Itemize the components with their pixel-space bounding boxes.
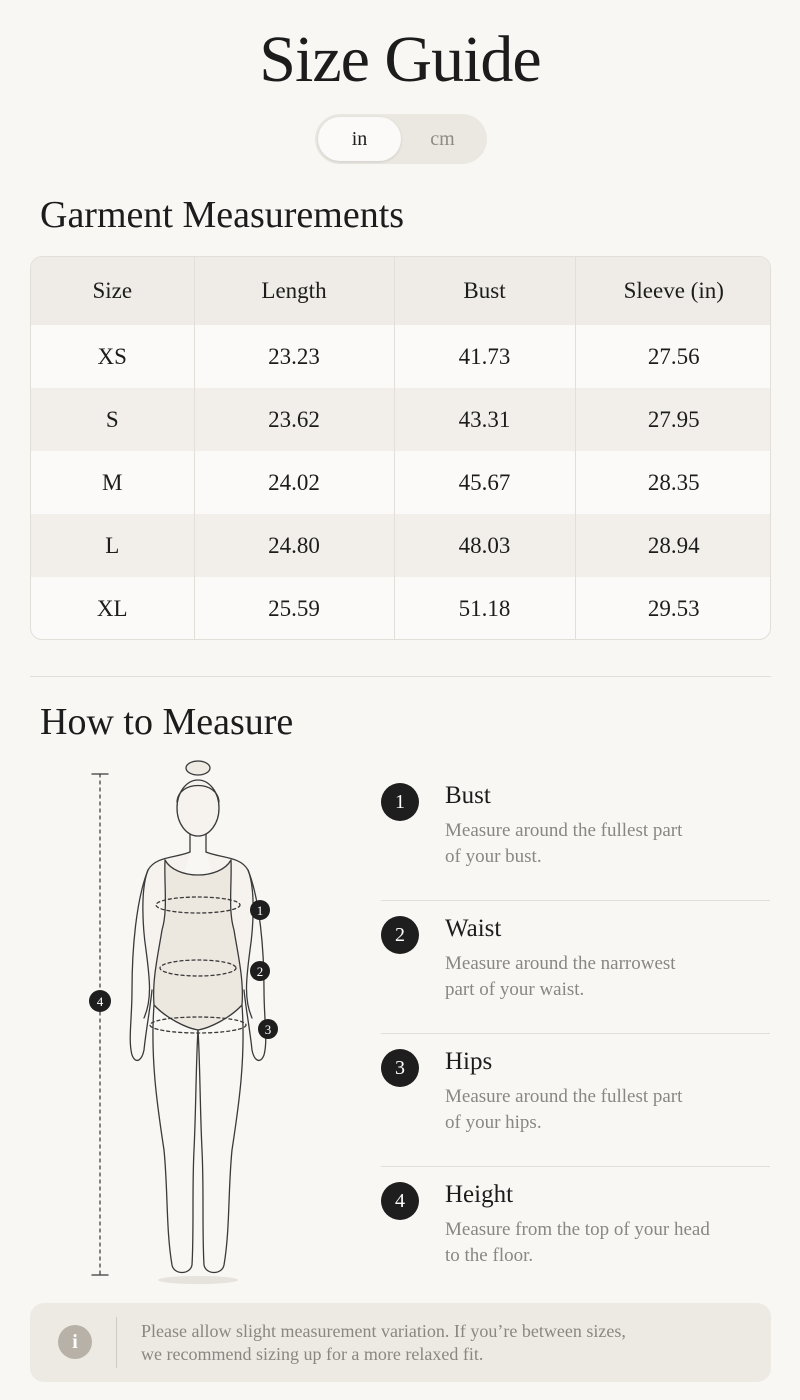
step-description <box>445 1217 755 1269</box>
step-description-line: Measure from the top of your head <box>445 1219 710 1240</box>
step-description-line: of your bust. <box>445 846 542 867</box>
column-header: Sleeve (in) <box>623 278 724 303</box>
step-description-line: part of your waist. <box>445 979 585 1000</box>
measure-steps <box>381 768 770 1300</box>
size-table <box>30 256 771 640</box>
note-text-line: we recommend sizing up for a more relaxed fit. <box>141 1344 484 1364</box>
table-cell: 29.53 <box>647 595 700 621</box>
column-header: Bust <box>394 257 575 325</box>
how-to-measure-title: How to Measure <box>40 701 294 743</box>
unit-option-cm[interactable]: cm <box>430 127 455 150</box>
step-title: Waist <box>445 915 502 942</box>
note-text-line: Please allow slight measurement variation. If you’re between sizes, <box>141 1321 626 1341</box>
table-cell: 51.18 <box>394 577 575 640</box>
svg-text:4: 4 <box>96 994 104 1009</box>
table-cell: 23.23 <box>194 325 394 388</box>
column-header: Length <box>194 257 394 325</box>
column-header: Size <box>31 257 194 325</box>
body-figure-illustration <box>80 760 310 1285</box>
table-cell: 28.35 <box>647 469 700 495</box>
step-number-badge: 1 <box>381 783 419 821</box>
table-cell: 25.59 <box>194 577 394 640</box>
step-waist <box>381 901 770 1034</box>
step-description-line: Measure around the narrowest <box>445 953 676 974</box>
step-hips <box>381 1034 770 1167</box>
step-bust <box>381 768 770 901</box>
section-divider <box>30 676 771 677</box>
table-cell: S <box>31 388 194 451</box>
step-number-badge: 2 <box>381 916 419 954</box>
table-cell: 28.94 <box>647 532 700 558</box>
step-title: Bust <box>445 782 491 809</box>
page-title: Size Guide <box>259 23 541 96</box>
unit-toggle <box>315 114 487 164</box>
svg-text:1: 1 <box>256 903 264 918</box>
svg-text:3: 3 <box>264 1022 272 1037</box>
table-row <box>31 514 771 577</box>
table-cell: 41.73 <box>394 325 575 388</box>
step-title: Height <box>445 1181 514 1208</box>
svg-text:2: 2 <box>256 964 264 979</box>
table-cell: 23.62 <box>194 388 394 451</box>
table-header-row <box>31 257 771 325</box>
table-cell: 27.95 <box>647 406 700 432</box>
table-cell: XS <box>31 325 194 388</box>
figure-marker-hips <box>258 1019 278 1039</box>
table-row <box>31 451 771 514</box>
note-text <box>141 1320 741 1366</box>
step-description <box>445 818 755 870</box>
step-number-badge: 3 <box>381 1049 419 1087</box>
step-description-line: of your hips. <box>445 1112 542 1133</box>
step-description <box>445 951 755 1003</box>
step-title: Hips <box>445 1048 493 1075</box>
unit-option-in[interactable]: in <box>318 117 401 161</box>
table-cell: 45.67 <box>394 451 575 514</box>
table-row <box>31 325 771 388</box>
fit-note <box>30 1303 771 1382</box>
table-cell: 48.03 <box>394 514 575 577</box>
step-description-line: to the floor. <box>445 1245 534 1266</box>
table-cell: 27.56 <box>647 343 700 369</box>
figure-marker-waist <box>250 961 270 981</box>
table-row <box>31 388 771 451</box>
table-cell: L <box>31 514 194 577</box>
table-cell: 24.02 <box>194 451 394 514</box>
table-cell: 24.80 <box>194 514 394 577</box>
figure-marker-bust <box>250 900 270 920</box>
step-description-line: Measure around the fullest part <box>445 1086 683 1107</box>
info-icon: i <box>58 1325 92 1359</box>
table-cell: XL <box>31 577 194 640</box>
step-height <box>381 1167 770 1300</box>
step-description-line: Measure around the fullest part <box>445 820 683 841</box>
table-row <box>31 577 771 640</box>
table-cell: M <box>31 451 194 514</box>
garment-measurements-title: Garment Measurements <box>40 194 405 236</box>
figure-marker-height <box>89 990 111 1012</box>
step-description <box>445 1084 755 1136</box>
note-separator <box>116 1317 117 1368</box>
step-number-badge: 4 <box>381 1182 419 1220</box>
table-cell: 43.31 <box>394 388 575 451</box>
